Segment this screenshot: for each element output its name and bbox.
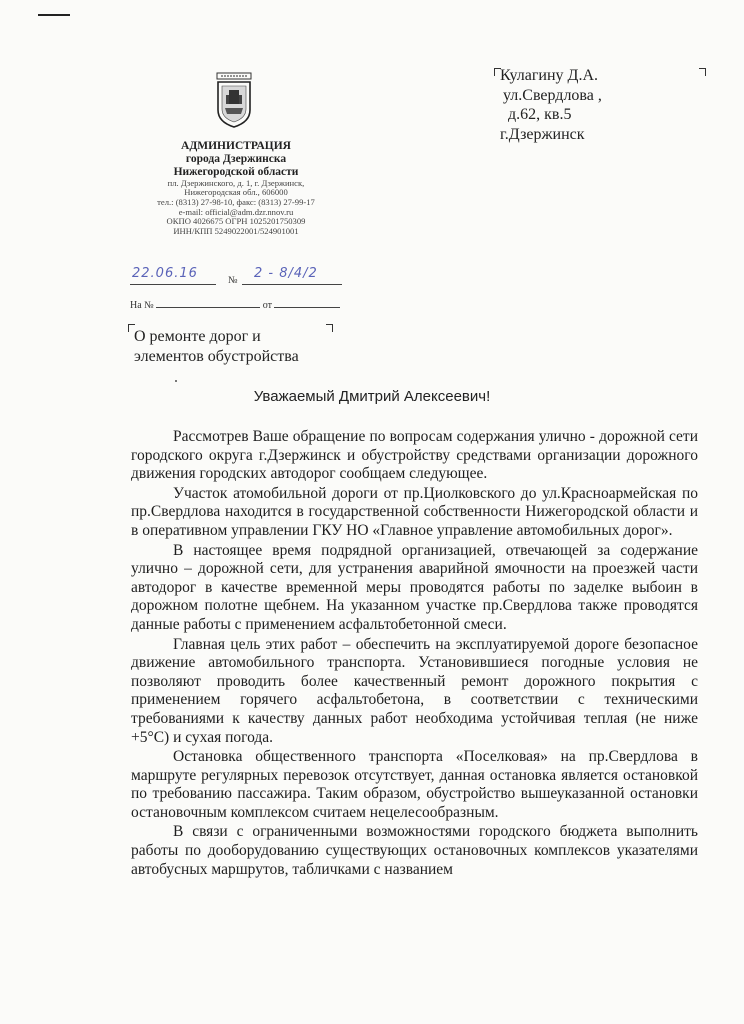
subject-line2: элементов обустройства [134, 347, 299, 365]
org-inn: ИНН/КПП 5249022001/524901001 [173, 225, 299, 236]
addressee-corner-left [494, 68, 501, 76]
date-field [130, 266, 216, 286]
body-paragraph-6: В связи с ограниченными возможностями городского бюджета выполнить работы по дооборудованию существующих остановочных комплексов указателями автобусных маршрутов, табличками с названием [131, 823, 698, 878]
subject-line1: О ремонте дорог и [134, 328, 261, 345]
reference-no-label: На № [130, 300, 154, 311]
addressee-city: г.Дзержинск [500, 125, 585, 143]
number-handwritten: 2 - 8/4/2 [254, 266, 318, 281]
reference-line [130, 298, 340, 311]
number-field [242, 266, 342, 286]
addressee-name: Кулагину Д.А. [500, 67, 599, 84]
addressee-block [500, 66, 602, 144]
org-address-line1: пл. Дзержинского, д. 1, г. Дзержинск, [167, 177, 305, 188]
subject-block [134, 327, 299, 366]
body-paragraph-3: В настоящее время подрядной организацией, отвечающей за содержание улично – дорожной сети, для устранения аварийной ямочности на проезжей части автодорог в качестве временной меры проводятся работы по заделке выбоин в дорожном полотне щебнем. На указанном участке пр.Свердлова также проводятся данные работы с применением асфальтобетонной смеси. [131, 541, 698, 633]
sender-letterhead [120, 140, 352, 236]
body-paragraph-2: Участок атомобильной дороги от пр.Циолковского до ул.Красноармейская по пр.Свердлова находится в государственной собственности Нижегородской области и в оперативном управлении ГКУ НО «Главное управление автомобильных дорог». [131, 484, 698, 539]
org-email: e-mail: official@adm.dzr.nnov.ru [178, 206, 294, 217]
body-paragraph-4: Главная цель этих работ – обеспечить на эксплуатируемой дороге безопасное движение автомобильного транспорта. Установившиеся погодные условия не позволяют проводить более качественный ремонт дорожного покрытия с применением горячего асфальтобетона, в соответствии с техническими требованиями к качеству данных работ необходима устойчивая теплая (не ниже +5°С) и сухая погода. [131, 635, 698, 746]
org-city: города Дзержинска [185, 152, 287, 165]
addressee-corner-right [699, 68, 706, 76]
org-address-line2: Нижегородская обл., 606000 [184, 187, 288, 198]
org-okpo: ОКПО 4026675 ОГРН 1025201750309 [166, 216, 306, 227]
letter-body [131, 428, 698, 880]
subject-corner-right [326, 324, 333, 332]
reference-no-blank [156, 298, 260, 308]
number-label: № [228, 275, 238, 286]
addressee-house: д.62, кв.5 [508, 106, 572, 124]
org-region: Нижегородской области [173, 165, 299, 178]
reference-from-blank [274, 298, 340, 308]
org-name: АДМИНИСТРАЦИЯ [181, 140, 291, 152]
scan-mark [38, 14, 70, 16]
date-handwritten: 22.06.16 [132, 266, 198, 281]
addressee-street: ул.Свердлова , [503, 86, 602, 104]
org-phone: тел.: (8313) 27-98-10, факс: (8313) 27-99-17 [157, 196, 315, 207]
reference-from-label: от [262, 300, 272, 311]
date-underline [130, 284, 216, 285]
salutation: Уважаемый Дмитрий Алексеевич! [253, 388, 491, 405]
body-paragraph-5: Остановка общественного транспорта «Поселковая» на пр.Свердлова в маршруте регулярных перевозок отсутствует, данная остановка является остановкой по требованию пассажира. Таким образом, обустройство вышеуказанной остановки остановочным комплексом считаем нецелесообразным. [131, 748, 698, 821]
body-paragraph-1: Рассмотрев Ваше обращение по вопросам содержания улично - дорожной сети городского округа г.Дзержинск и обустройству средствами организации дорожного движения городских автодорог сообщаем следующее. [131, 428, 698, 483]
city-coat-of-arms-icon [216, 72, 252, 128]
scan-speck [175, 380, 177, 382]
number-underline [242, 284, 342, 285]
